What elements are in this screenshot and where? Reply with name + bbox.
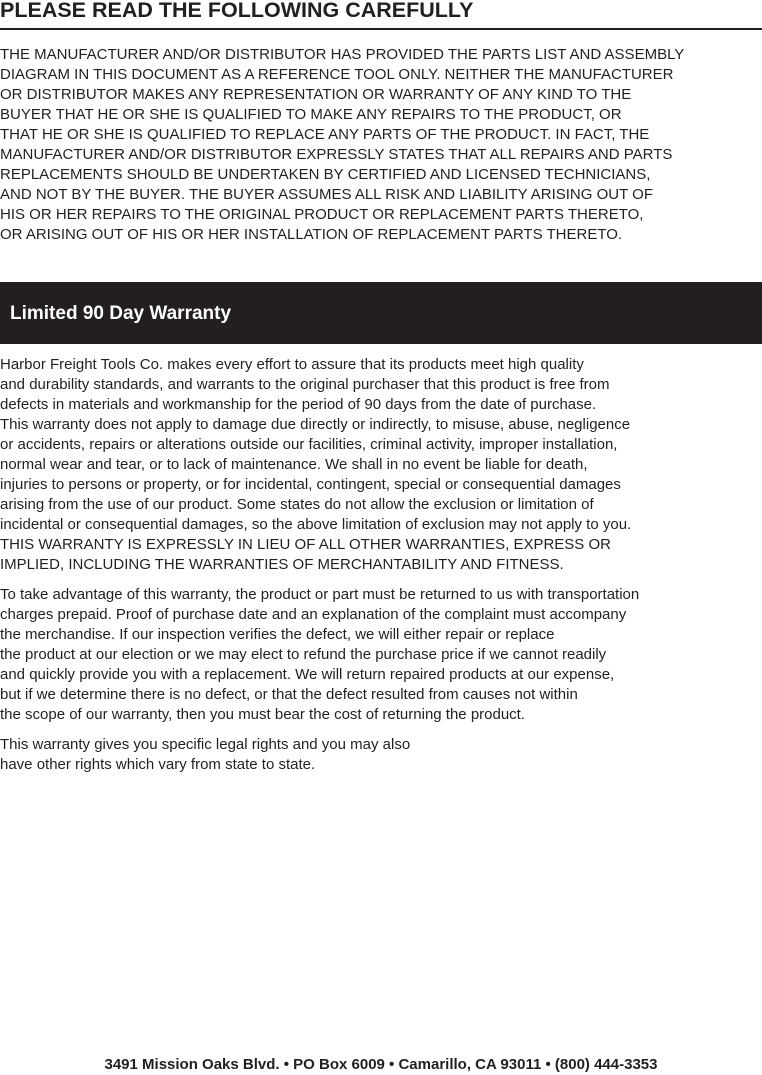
footer-address: 3491 Mission Oaks Blvd. • PO Box 6009 • Camarillo, CA 93011 • (800) 444-3353 [104, 1056, 658, 1073]
warranty-title: Limited 90 Day Warranty [10, 303, 232, 324]
warranty-line: charges prepaid. Proof of purchase date and an explanation of the complaint must accompany [0, 606, 627, 623]
notice-line: HIS OR HER REPAIRS TO THE ORIGINAL PRODUCT OR REPLACEMENT PARTS THERETO, [0, 206, 644, 223]
warranty-line: and quickly provide you with a replacement. We will return repaired products at our expense, [0, 666, 615, 683]
warranty-paragraph-claims [0, 585, 762, 725]
warranty-line: normal wear and tear, or to lack of maintenance. We shall in no event be liable for death, [0, 456, 588, 473]
warranty-paragraph-coverage [0, 355, 762, 575]
warranty-line: Harbor Freight Tools Co. makes every effort to assure that its products meet high quality [0, 356, 584, 373]
warranty-line: THIS WARRANTY IS EXPRESSLY IN LIEU OF ALL OTHER WARRANTIES, EXPRESS OR [0, 536, 611, 553]
notice-line: BUYER THAT HE OR SHE IS QUALIFIED TO MAKE ANY REPAIRS TO THE PRODUCT, OR [0, 106, 622, 123]
warranty-line: have other rights which vary from state to state. [0, 756, 316, 773]
notice-line: AND NOT BY THE BUYER. THE BUYER ASSUMES ALL RISK AND LIABILITY ARISING OUT OF [0, 186, 653, 203]
notice-line: OR ARISING OUT OF HIS OR HER INSTALLATION OF REPLACEMENT PARTS THERETO. [0, 226, 623, 243]
warranty-line: IMPLIED, INCLUDING THE WARRANTIES OF MERCHANTABILITY AND FITNESS. [0, 556, 564, 573]
notice-heading: PLEASE READ THE FOLLOWING CAREFULLY [0, 0, 474, 22]
warranty-line: the scope of our warranty, then you must bear the cost of returning the product. [0, 706, 526, 723]
warranty-line: the merchandise. If our inspection verifies the defect, we will either repair or replace [0, 626, 555, 643]
warranty-line: and durability standards, and warrants to the original purchaser that this product is free from [0, 376, 610, 393]
warranty-paragraph-rights [0, 735, 762, 775]
warranty-line: This warranty does not apply to damage due directly or indirectly, to misuse, abuse, negligence [0, 416, 631, 433]
notice-line: OR DISTRIBUTOR MAKES ANY REPRESENTATION OR WARRANTY OF ANY KIND TO THE [0, 86, 632, 103]
warranty-line: incidental or consequential damages, so the above limitation of exclusion may not apply to you. [0, 516, 632, 533]
notice-line: REPLACEMENTS SHOULD BE UNDERTAKEN BY CERTIFIED AND LICENSED TECHNICIANS, [0, 166, 651, 183]
warranty-body [0, 355, 762, 785]
notice-body [0, 45, 762, 245]
warranty-line: defects in materials and workmanship for the period of 90 days from the date of purchase. [0, 396, 597, 413]
notice-line: THAT HE OR SHE IS QUALIFIED TO REPLACE ANY PARTS OF THE PRODUCT. IN FACT, THE [0, 126, 650, 143]
warranty-line: arising from the use of our product. Some states do not allow the exclusion or limitation of [0, 496, 594, 513]
warranty-line: injuries to persons or property, or for incidental, contingent, special or consequential damages [0, 476, 621, 493]
warranty-line: To take advantage of this warranty, the product or part must be returned to us with transportation [0, 586, 640, 603]
heading-divider [0, 28, 762, 30]
notice-line: THE MANUFACTURER AND/OR DISTRIBUTOR HAS PROVIDED THE PARTS LIST AND ASSEMBLY [0, 46, 685, 63]
warranty-line: This warranty gives you specific legal rights and you may also [0, 736, 411, 753]
warranty-line: or accidents, repairs or alterations outside our facilities, criminal activity, improper installation, [0, 436, 618, 453]
warranty-line: but if we determine there is no defect, or that the defect resulted from causes not within [0, 686, 578, 703]
warranty-line: the product at our election or we may elect to refund the purchase price if we cannot readily [0, 646, 607, 663]
notice-line: MANUFACTURER AND/OR DISTRIBUTOR EXPRESSLY STATES THAT ALL REPAIRS AND PARTS [0, 146, 673, 163]
notice-line: DIAGRAM IN THIS DOCUMENT AS A REFERENCE TOOL ONLY. NEITHER THE MANUFACTURER [0, 66, 674, 83]
warranty-banner [0, 282, 762, 344]
